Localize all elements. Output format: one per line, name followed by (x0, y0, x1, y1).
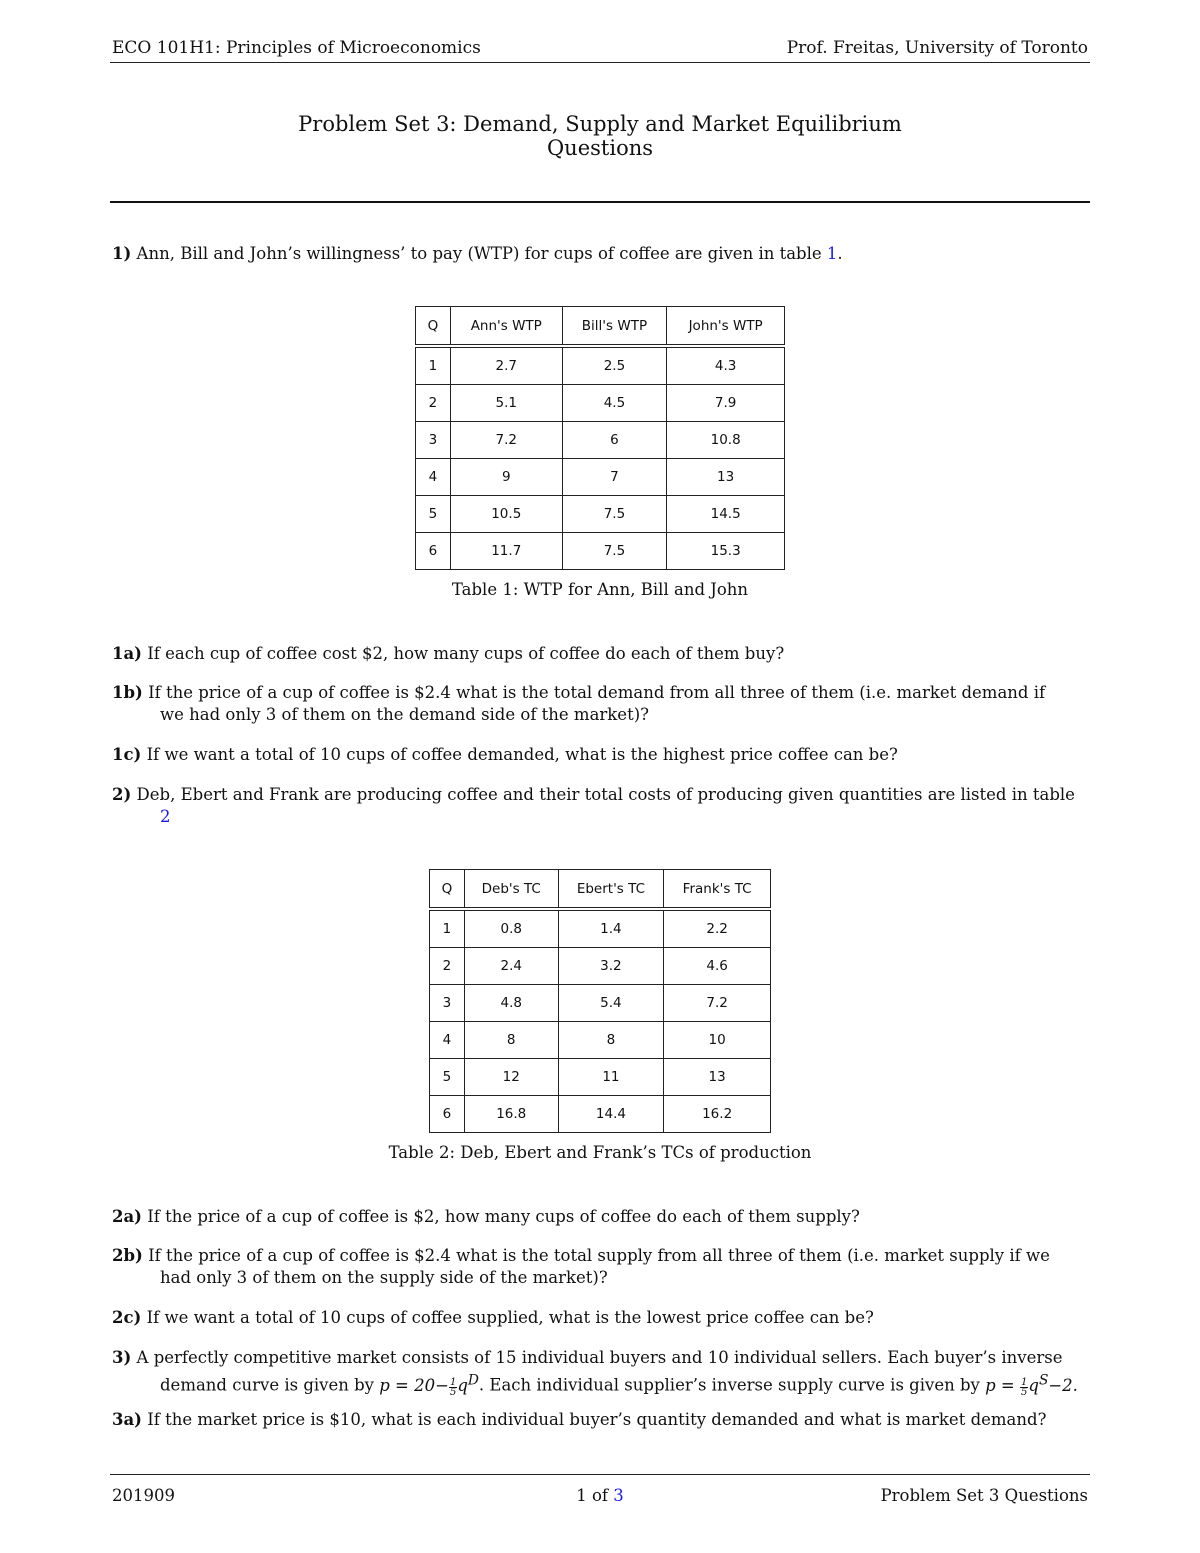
table-header-row (430, 870, 771, 910)
question-number: 2b) (112, 1246, 143, 1265)
table-row (430, 985, 771, 1022)
footer-label: Problem Set 3 Questions (880, 1486, 1088, 1505)
table-row (416, 422, 785, 459)
question-2b (112, 1245, 1090, 1289)
header-instructor: Prof. Freitas, University of Toronto (786, 38, 1088, 58)
table-cell: 3.2 (558, 948, 664, 985)
table-cell: 7 (562, 459, 667, 496)
question-number: 1c) (112, 745, 142, 764)
table-cell: 12 (464, 1059, 558, 1096)
table-cell: 7.5 (562, 533, 667, 570)
table-cell: 7.2 (450, 422, 562, 459)
table-cell: 9 (450, 459, 562, 496)
column-header: John's WTP (667, 307, 785, 347)
question-text: Deb, Ebert and Frank are producing coffee and their total costs of producing given quantities are listed in table (136, 785, 1075, 804)
question-1a (112, 643, 1090, 665)
title-line-2: Questions (546, 136, 654, 160)
question-text-continued: demand curve is given by p = 20− $\frac{1}{5}$ $q^D$. Each individual supplier’s inverse supply curve is given by p = $\frac{1}{5}$ $q^S-2$. (160, 1372, 1078, 1398)
table-cell: 0.8 (464, 909, 558, 948)
table-cell: 5.4 (558, 985, 664, 1022)
header-rule (110, 62, 1090, 63)
table-cell: 14.5 (667, 496, 785, 533)
footer-date: 201909 (112, 1486, 175, 1505)
question-text: If the market price is $10, what is each individual buyer’s quantity demanded and what is market demand? (147, 1410, 1047, 1429)
table-cell: 2 (416, 385, 451, 422)
table-cell: 4.3 (667, 346, 785, 385)
question-text: If the price of a cup of coffee is $2, how many cups of coffee do each of them supply? (147, 1207, 860, 1226)
column-header: Ann's WTP (450, 307, 562, 347)
question-text: If the price of a cup of coffee is $2.4 what is the total demand from all three of them (i.e. market demand if (148, 683, 1046, 702)
table-cell: 8 (464, 1022, 558, 1059)
table-cell: 6 (416, 533, 451, 570)
table-row (416, 496, 785, 533)
table-cell: 2.4 (464, 948, 558, 985)
table-row (416, 385, 785, 422)
column-header: Ebert's TC (558, 870, 664, 910)
fraction-one-fifth: $\frac{1}{5}$ (449, 1376, 457, 1398)
table-1-link[interactable]: 1 (826, 244, 838, 263)
question-text: Ann, Bill and John’s willingness’ to pay (WTP) for cups of coffee are given in table (136, 244, 827, 263)
question-number: 3a) (112, 1410, 142, 1429)
demand-equation: p = 20− $\frac{1}{5}$ $q^D$ (379, 1372, 479, 1398)
table-cell: 10.8 (667, 422, 785, 459)
table-row (430, 1022, 771, 1059)
table-row (416, 533, 785, 570)
table-cell: 6 (430, 1096, 465, 1133)
question-2a (112, 1206, 1090, 1228)
table-cell: 16.2 (664, 1096, 771, 1133)
title-rule (110, 201, 1090, 203)
table-cell: 10 (664, 1022, 771, 1059)
question-1: 1) Ann, Bill and John’s willingness’ to pay (WTP) for cups of coffee are given in table 1. (112, 244, 843, 263)
header-course: ECO 101H1: Principles of Microeconomics (112, 38, 481, 58)
table-cell: 15.3 (667, 533, 785, 570)
table-cell: 4.8 (464, 985, 558, 1022)
table-cell: 7.5 (562, 496, 667, 533)
footer-rule (110, 1474, 1090, 1475)
table-cell: 13 (667, 459, 785, 496)
table-cell: 3 (430, 985, 465, 1022)
table-cell: 11 (558, 1059, 664, 1096)
table-row (430, 909, 771, 948)
table-cell: 14.4 (558, 1096, 664, 1133)
question-text-continued: had only 3 of them on the supply side of the market)? (160, 1268, 608, 1287)
column-header: Frank's TC (664, 870, 771, 910)
question-text: If the price of a cup of coffee is $2.4 what is the total supply from all three of them (i.e. market supply if we (148, 1246, 1050, 1265)
page-title (0, 112, 1200, 160)
question-1c (112, 744, 1090, 766)
table-cell: 13 (664, 1059, 771, 1096)
table-2-caption: Table 2: Deb, Ebert and Frank’s TCs of production (388, 1143, 812, 1162)
question-text: If we want a total of 10 cups of coffee demanded, what is the highest price coffee can be? (146, 745, 898, 764)
question-text: A perfectly competitive market consists of 15 individual buyers and 10 individual sellers. Each buyer’s inverse (136, 1348, 1063, 1367)
table-cell: 5 (416, 496, 451, 533)
table-row (430, 1059, 771, 1096)
question-1b (112, 682, 1090, 726)
table-cell: 7.9 (667, 385, 785, 422)
table-cell: 11.7 (450, 533, 562, 570)
table-cell: 5.1 (450, 385, 562, 422)
question-2 (112, 784, 1090, 828)
supply-equation: p = $\frac{1}{5}$ $q^S-2$. (985, 1372, 1078, 1398)
table-row (416, 346, 785, 385)
question-number: 2) (112, 785, 132, 804)
question-number: 1a) (112, 644, 142, 663)
table-cell: 1 (416, 346, 451, 385)
table-cell: 8 (558, 1022, 664, 1059)
question-number: 1) (112, 244, 132, 263)
page-total-link[interactable]: 3 (613, 1486, 624, 1505)
column-header: Bill's WTP (562, 307, 667, 347)
question-text: If we want a total of 10 cups of coffee supplied, what is the lowest price coffee can be? (146, 1308, 874, 1327)
column-header: Deb's TC (464, 870, 558, 910)
table-cell: 10.5 (450, 496, 562, 533)
question-number: 2a) (112, 1207, 142, 1226)
table-cell: 2.2 (664, 909, 771, 948)
question-number: 3) (112, 1348, 132, 1367)
table-header-row (416, 307, 785, 347)
table-1-caption: Table 1: WTP for Ann, Bill and John (451, 580, 749, 599)
table-cell: 6 (562, 422, 667, 459)
table-cell: 3 (416, 422, 451, 459)
fraction-one-fifth: $\frac{1}{5}$ (1021, 1376, 1028, 1398)
table-cell: 4.5 (562, 385, 667, 422)
title-line-1: Problem Set 3: Demand, Supply and Market Equilibrium (298, 112, 902, 136)
question-text-continued: we had only 3 of them on the demand side of the market)? (160, 705, 649, 724)
table-cell: 5 (430, 1059, 465, 1096)
table-cell: 2.5 (562, 346, 667, 385)
table-cell: 1.4 (558, 909, 664, 948)
question-number: 2c) (112, 1308, 142, 1327)
table-cell: 4.6 (664, 948, 771, 985)
table-2-link[interactable]: 2 (160, 807, 171, 826)
table-cell: 4 (416, 459, 451, 496)
question-3 (112, 1347, 1090, 1397)
table-cell: 2.7 (450, 346, 562, 385)
table-cell: 4 (430, 1022, 465, 1059)
column-header: Q (416, 307, 451, 347)
table-cell: 16.8 (464, 1096, 558, 1133)
table-cell: 2 (430, 948, 465, 985)
column-header: Q (430, 870, 465, 910)
question-text: If each cup of coffee cost $2, how many cups of coffee do each of them buy? (147, 644, 785, 663)
question-number: 1b) (112, 683, 143, 702)
table-1-wtp (415, 306, 785, 570)
table-row (430, 948, 771, 985)
table-cell: 1 (430, 909, 465, 948)
table-2-tc (429, 869, 771, 1133)
question-2c (112, 1307, 1090, 1329)
table-row (416, 459, 785, 496)
page-number: 1 of 3 (576, 1486, 624, 1505)
question-3a (112, 1409, 1090, 1431)
table-cell: 7.2 (664, 985, 771, 1022)
table-row (430, 1096, 771, 1133)
